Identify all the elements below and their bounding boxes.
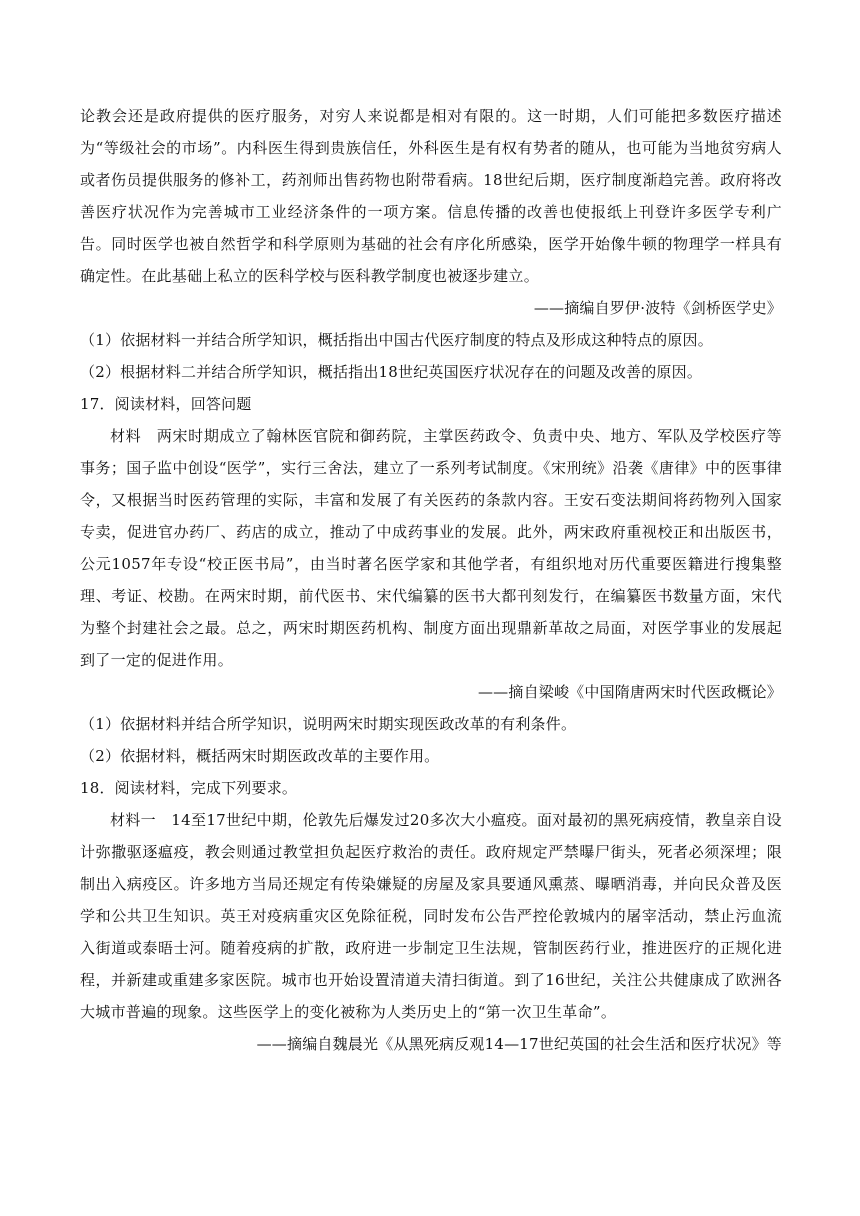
question-18-source: ——摘编自魏晨光《从黑死病反观14—17世纪英国的社会生活和医疗状况》等: [256, 1035, 782, 1053]
question-17-source: ——摘自梁峻《中国隋唐两宋时代医政概论》: [477, 683, 782, 701]
question-18-material-one: 材料一 14至17世纪中期，伦敦先后爆发过20多次大小瘟疫。面对最初的黑死病疫情，教皇亲自设计弥撒驱逐瘟疫，教会则通过教堂担负起医疗救治的责任。政府规定严禁曝尸街头，死者必须深埋；限制出入病疫区。许多地方当局还规定有传染嫌疑的房屋及家具要通风熏蒸、曝晒消毒，并向民众普及医学和公共卫生知识。英王对疫病重灾区免除征税，同时发布公告严控伦敦城内的屠宰活动，禁止污血流入街道或泰晤士河。随着疫病的扩散，政府进一步制定卫生法规，管制医药行业，推进医疗的正规化进程，并新建或重建多家医院。城市也开始设置清道夫清扫街道。到了16世纪，关注公共健康成了欧洲各大城市普遍的现象。这些医学上的变化被称为人类历史上的“第一次卫生革命”。: [80, 811, 782, 1021]
question-17: [80, 388, 782, 772]
question-16-2: （2）根据材料二并结合所学知识，概括指出18世纪英国医疗状况存在的问题及改善的原因。: [80, 363, 703, 381]
material-two-source: ——摘编自罗伊·波特《剑桥医学史》: [533, 299, 782, 317]
question-17-heading: 17．阅读材料，回答问题: [80, 395, 252, 413]
material-two-continuation: [80, 100, 782, 388]
material-two-paragraph: 论教会还是政府提供的医疗服务，对穷人来说都是相对有限的。这一时期，人们可能把多数医疗描述为“等级社会的市场”。内科医生得到贵族信任，外科医生是有权有势者的随从，也可能为当地贫穷病人或者伤员提供服务的修补工，药剂师出售药物也附带看病。18世纪后期，医疗制度渐趋完善。政府将改善医疗状况作为完善城市工业经济条件的一项方案。信息传播的改善也使报纸上刊登许多医学专利广告。同时医学也被自然哲学和科学原则为基础的社会有序化所感染，医学开始像牛顿的物理学一样具有确定性。在此基础上私立的医科学校与医科教学制度也被逐步建立。: [80, 107, 782, 285]
question-18-heading: 18．阅读材料，完成下列要求。: [80, 779, 298, 797]
question-17-1: （1）依据材料并结合所学知识，说明两宋时期实现医政改革的有利条件。: [80, 715, 577, 733]
question-18: [80, 772, 782, 1060]
question-16-1: （1）依据材料一并结合所学知识，概括指出中国古代医疗制度的特点及形成这种特点的原因。: [80, 331, 713, 349]
question-17-material: 材料 两宋时期成立了翰林医官院和御药院，主掌医药政令、负责中央、地方、军队及学校医疗等事务；国子监中创设“医学”，实行三舍法，建立了一系列考试制度。《宋刑统》沿袭《唐律》中的医事律令，又根据当时医药管理的实际，丰富和发展了有关医药的条款内容。王安石变法期间将药物列入国家专卖，促进官办药厂、药店的成立，推动了中成药事业的发展。此外，两宋政府重视校正和出版医书，公元1057年专设“校正医书局”，由当时著名医学家和其他学者，有组织地对历代重要医籍进行搜集整理、考证、校勘。在两宋时期，前代医书、宋代编纂的医书大都刊刻发行，在编纂医书数量方面，宋代为整个封建社会之最。总之，两宋时期医药机构、制度方面出现鼎新革故之局面，对医学事业的发展起到了一定的促进作用。: [80, 427, 782, 669]
question-17-2: （2）依据材料，概括两宋时期医政改革的主要作用。: [80, 747, 440, 765]
